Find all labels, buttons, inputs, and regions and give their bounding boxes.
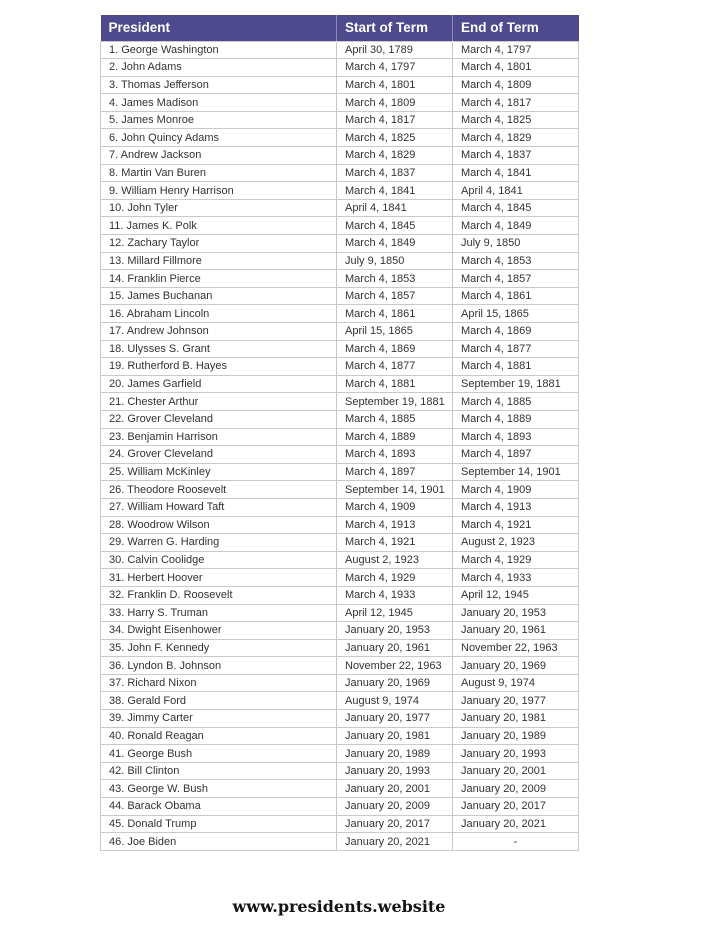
table-row bbox=[101, 76, 579, 94]
end-of-term-cell: August 2, 1923 bbox=[453, 534, 579, 552]
table-row bbox=[101, 410, 579, 428]
table-row bbox=[101, 710, 579, 728]
table-row bbox=[101, 393, 579, 411]
table-row bbox=[101, 569, 579, 587]
president-cell: 1. George Washington bbox=[101, 41, 337, 59]
table-row bbox=[101, 516, 579, 534]
president-cell: 32. Franklin D. Roosevelt bbox=[101, 586, 337, 604]
start-of-term-cell: January 20, 2021 bbox=[337, 833, 453, 851]
column-header-start-of-term: Start of Term bbox=[337, 15, 453, 41]
start-of-term-cell: March 4, 1801 bbox=[337, 76, 453, 94]
president-cell: 20. James Garfield bbox=[101, 375, 337, 393]
end-of-term-cell: July 9, 1850 bbox=[453, 235, 579, 253]
end-of-term-cell: January 20, 1981 bbox=[453, 710, 579, 728]
end-of-term-cell: March 4, 1849 bbox=[453, 217, 579, 235]
table-row bbox=[101, 446, 579, 464]
end-of-term-cell: March 4, 1877 bbox=[453, 340, 579, 358]
end-of-term-cell: September 14, 1901 bbox=[453, 463, 579, 481]
end-of-term-cell: March 4, 1797 bbox=[453, 41, 579, 59]
table-row bbox=[101, 833, 579, 851]
president-cell: 25. William McKinley bbox=[101, 463, 337, 481]
end-of-term-cell: March 4, 1801 bbox=[453, 59, 579, 77]
end-of-term-cell: April 12, 1945 bbox=[453, 586, 579, 604]
president-cell: 11. James K. Polk bbox=[101, 217, 337, 235]
start-of-term-cell: March 4, 1913 bbox=[337, 516, 453, 534]
start-of-term-cell: January 20, 1953 bbox=[337, 622, 453, 640]
president-cell: 12. Zachary Taylor bbox=[101, 235, 337, 253]
table-row bbox=[101, 815, 579, 833]
start-of-term-cell: March 4, 1929 bbox=[337, 569, 453, 587]
president-cell: 36. Lyndon B. Johnson bbox=[101, 657, 337, 675]
start-of-term-cell: March 4, 1841 bbox=[337, 182, 453, 200]
end-of-term-cell: March 4, 1817 bbox=[453, 94, 579, 112]
table-row bbox=[101, 551, 579, 569]
start-of-term-cell: July 9, 1850 bbox=[337, 252, 453, 270]
start-of-term-cell: March 4, 1837 bbox=[337, 164, 453, 182]
start-of-term-cell: March 4, 1849 bbox=[337, 235, 453, 253]
start-of-term-cell: March 4, 1817 bbox=[337, 111, 453, 129]
end-of-term-cell: April 15, 1865 bbox=[453, 305, 579, 323]
president-cell: 40. Ronald Reagan bbox=[101, 727, 337, 745]
column-header-end-of-term: End of Term bbox=[453, 15, 579, 41]
presidents-table bbox=[100, 15, 579, 851]
president-cell: 30. Calvin Coolidge bbox=[101, 551, 337, 569]
table-row bbox=[101, 199, 579, 217]
start-of-term-cell: January 20, 1977 bbox=[337, 710, 453, 728]
president-cell: 14. Franklin Pierce bbox=[101, 270, 337, 288]
president-cell: 13. Millard Fillmore bbox=[101, 252, 337, 270]
start-of-term-cell: November 22, 1963 bbox=[337, 657, 453, 675]
start-of-term-cell: March 4, 1881 bbox=[337, 375, 453, 393]
start-of-term-cell: March 4, 1845 bbox=[337, 217, 453, 235]
end-of-term-cell: January 20, 1969 bbox=[453, 657, 579, 675]
president-cell: 31. Herbert Hoover bbox=[101, 569, 337, 587]
table-row bbox=[101, 235, 579, 253]
start-of-term-cell: March 4, 1893 bbox=[337, 446, 453, 464]
president-cell: 44. Barack Obama bbox=[101, 798, 337, 816]
president-cell: 28. Woodrow Wilson bbox=[101, 516, 337, 534]
president-cell: 42. Bill Clinton bbox=[101, 762, 337, 780]
table-row bbox=[101, 780, 579, 798]
table-row bbox=[101, 323, 579, 341]
president-cell: 9. William Henry Harrison bbox=[101, 182, 337, 200]
end-of-term-cell: November 22, 1963 bbox=[453, 639, 579, 657]
end-of-term-cell: January 20, 1993 bbox=[453, 745, 579, 763]
table-row bbox=[101, 147, 579, 165]
president-cell: 26. Theodore Roosevelt bbox=[101, 481, 337, 499]
start-of-term-cell: March 4, 1825 bbox=[337, 129, 453, 147]
start-of-term-cell: January 20, 1961 bbox=[337, 639, 453, 657]
start-of-term-cell: March 4, 1921 bbox=[337, 534, 453, 552]
table-row bbox=[101, 745, 579, 763]
end-of-term-cell: March 4, 1885 bbox=[453, 393, 579, 411]
start-of-term-cell: January 20, 2009 bbox=[337, 798, 453, 816]
site-footer: www.presidents.website bbox=[232, 897, 446, 916]
president-cell: 5. James Monroe bbox=[101, 111, 337, 129]
table-row bbox=[101, 252, 579, 270]
table-row bbox=[101, 463, 579, 481]
table-row bbox=[101, 727, 579, 745]
start-of-term-cell: January 20, 1981 bbox=[337, 727, 453, 745]
end-of-term-cell: March 4, 1889 bbox=[453, 410, 579, 428]
president-cell: 23. Benjamin Harrison bbox=[101, 428, 337, 446]
start-of-term-cell: April 4, 1841 bbox=[337, 199, 453, 217]
end-of-term-cell: March 4, 1881 bbox=[453, 358, 579, 376]
president-cell: 35. John F. Kennedy bbox=[101, 639, 337, 657]
start-of-term-cell: January 20, 1989 bbox=[337, 745, 453, 763]
end-of-term-cell: January 20, 1977 bbox=[453, 692, 579, 710]
table-header-row bbox=[101, 15, 579, 41]
end-of-term-cell: March 4, 1829 bbox=[453, 129, 579, 147]
start-of-term-cell: March 4, 1877 bbox=[337, 358, 453, 376]
start-of-term-cell: January 20, 2001 bbox=[337, 780, 453, 798]
president-cell: 41. George Bush bbox=[101, 745, 337, 763]
president-cell: 2. John Adams bbox=[101, 59, 337, 77]
president-cell: 34. Dwight Eisenhower bbox=[101, 622, 337, 640]
presidents-table-container bbox=[100, 15, 578, 851]
start-of-term-cell: March 4, 1889 bbox=[337, 428, 453, 446]
start-of-term-cell: April 15, 1865 bbox=[337, 323, 453, 341]
end-of-term-cell: January 20, 2001 bbox=[453, 762, 579, 780]
table-row bbox=[101, 586, 579, 604]
start-of-term-cell: March 4, 1933 bbox=[337, 586, 453, 604]
president-cell: 39. Jimmy Carter bbox=[101, 710, 337, 728]
start-of-term-cell: March 4, 1909 bbox=[337, 498, 453, 516]
president-cell: 17. Andrew Johnson bbox=[101, 323, 337, 341]
end-of-term-cell: March 4, 1825 bbox=[453, 111, 579, 129]
end-of-term-cell: March 4, 1933 bbox=[453, 569, 579, 587]
table-row bbox=[101, 604, 579, 622]
table-row bbox=[101, 59, 579, 77]
president-cell: 18. Ulysses S. Grant bbox=[101, 340, 337, 358]
end-of-term-cell: January 20, 2017 bbox=[453, 798, 579, 816]
president-cell: 37. Richard Nixon bbox=[101, 674, 337, 692]
start-of-term-cell: January 20, 1993 bbox=[337, 762, 453, 780]
president-cell: 43. George W. Bush bbox=[101, 780, 337, 798]
end-of-term-cell: September 19, 1881 bbox=[453, 375, 579, 393]
end-of-term-cell: March 4, 1921 bbox=[453, 516, 579, 534]
table-row bbox=[101, 164, 579, 182]
start-of-term-cell: March 4, 1897 bbox=[337, 463, 453, 481]
president-cell: 22. Grover Cleveland bbox=[101, 410, 337, 428]
end-of-term-cell: March 4, 1857 bbox=[453, 270, 579, 288]
start-of-term-cell: January 20, 1969 bbox=[337, 674, 453, 692]
end-of-term-cell: March 4, 1909 bbox=[453, 481, 579, 499]
start-of-term-cell: September 19, 1881 bbox=[337, 393, 453, 411]
table-row bbox=[101, 674, 579, 692]
start-of-term-cell: March 4, 1861 bbox=[337, 305, 453, 323]
table-row bbox=[101, 94, 579, 112]
end-of-term-cell: March 4, 1897 bbox=[453, 446, 579, 464]
table-row bbox=[101, 622, 579, 640]
table-row bbox=[101, 657, 579, 675]
table-row bbox=[101, 41, 579, 59]
start-of-term-cell: August 2, 1923 bbox=[337, 551, 453, 569]
table-row bbox=[101, 305, 579, 323]
president-cell: 6. John Quincy Adams bbox=[101, 129, 337, 147]
table-row bbox=[101, 498, 579, 516]
presidents-table-body bbox=[101, 41, 579, 850]
table-row bbox=[101, 639, 579, 657]
president-cell: 29. Warren G. Harding bbox=[101, 534, 337, 552]
president-cell: 16. Abraham Lincoln bbox=[101, 305, 337, 323]
column-header-president: President bbox=[101, 15, 337, 41]
president-cell: 19. Rutherford B. Hayes bbox=[101, 358, 337, 376]
table-row bbox=[101, 217, 579, 235]
end-of-term-cell: January 20, 1961 bbox=[453, 622, 579, 640]
start-of-term-cell: January 20, 2017 bbox=[337, 815, 453, 833]
president-cell: 21. Chester Arthur bbox=[101, 393, 337, 411]
end-of-term-cell: March 4, 1869 bbox=[453, 323, 579, 341]
table-row bbox=[101, 798, 579, 816]
president-cell: 45. Donald Trump bbox=[101, 815, 337, 833]
table-row bbox=[101, 270, 579, 288]
end-of-term-cell: January 20, 1989 bbox=[453, 727, 579, 745]
president-cell: 4. James Madison bbox=[101, 94, 337, 112]
president-cell: 33. Harry S. Truman bbox=[101, 604, 337, 622]
president-cell: 7. Andrew Jackson bbox=[101, 147, 337, 165]
start-of-term-cell: September 14, 1901 bbox=[337, 481, 453, 499]
table-row bbox=[101, 340, 579, 358]
president-cell: 27. William Howard Taft bbox=[101, 498, 337, 516]
end-of-term-cell: March 4, 1841 bbox=[453, 164, 579, 182]
end-of-term-cell: March 4, 1837 bbox=[453, 147, 579, 165]
end-of-term-cell: August 9, 1974 bbox=[453, 674, 579, 692]
end-of-term-cell: January 20, 1953 bbox=[453, 604, 579, 622]
end-of-term-cell: March 4, 1809 bbox=[453, 76, 579, 94]
end-of-term-cell: March 4, 1929 bbox=[453, 551, 579, 569]
president-cell: 8. Martin Van Buren bbox=[101, 164, 337, 182]
president-cell: 46. Joe Biden bbox=[101, 833, 337, 851]
start-of-term-cell: March 4, 1857 bbox=[337, 287, 453, 305]
end-of-term-cell: January 20, 2009 bbox=[453, 780, 579, 798]
end-of-term-cell: March 4, 1861 bbox=[453, 287, 579, 305]
table-row bbox=[101, 481, 579, 499]
start-of-term-cell: March 4, 1809 bbox=[337, 94, 453, 112]
president-cell: 10. John Tyler bbox=[101, 199, 337, 217]
end-of-term-cell: April 4, 1841 bbox=[453, 182, 579, 200]
start-of-term-cell: April 30, 1789 bbox=[337, 41, 453, 59]
end-of-term-cell: March 4, 1845 bbox=[453, 199, 579, 217]
start-of-term-cell: March 4, 1885 bbox=[337, 410, 453, 428]
president-cell: 15. James Buchanan bbox=[101, 287, 337, 305]
table-row bbox=[101, 129, 579, 147]
start-of-term-cell: March 4, 1797 bbox=[337, 59, 453, 77]
start-of-term-cell: March 4, 1829 bbox=[337, 147, 453, 165]
end-of-term-cell: March 4, 1893 bbox=[453, 428, 579, 446]
president-cell: 24. Grover Cleveland bbox=[101, 446, 337, 464]
start-of-term-cell: April 12, 1945 bbox=[337, 604, 453, 622]
start-of-term-cell: August 9, 1974 bbox=[337, 692, 453, 710]
end-of-term-cell: January 20, 2021 bbox=[453, 815, 579, 833]
start-of-term-cell: March 4, 1869 bbox=[337, 340, 453, 358]
table-row bbox=[101, 375, 579, 393]
end-of-term-cell: March 4, 1853 bbox=[453, 252, 579, 270]
end-of-term-cell: March 4, 1913 bbox=[453, 498, 579, 516]
table-row bbox=[101, 692, 579, 710]
table-row bbox=[101, 287, 579, 305]
table-row bbox=[101, 358, 579, 376]
table-row bbox=[101, 428, 579, 446]
start-of-term-cell: March 4, 1853 bbox=[337, 270, 453, 288]
president-cell: 3. Thomas Jefferson bbox=[101, 76, 337, 94]
table-row bbox=[101, 534, 579, 552]
president-cell: 38. Gerald Ford bbox=[101, 692, 337, 710]
table-row bbox=[101, 111, 579, 129]
end-of-term-cell: - bbox=[453, 833, 579, 851]
table-row bbox=[101, 762, 579, 780]
table-row bbox=[101, 182, 579, 200]
